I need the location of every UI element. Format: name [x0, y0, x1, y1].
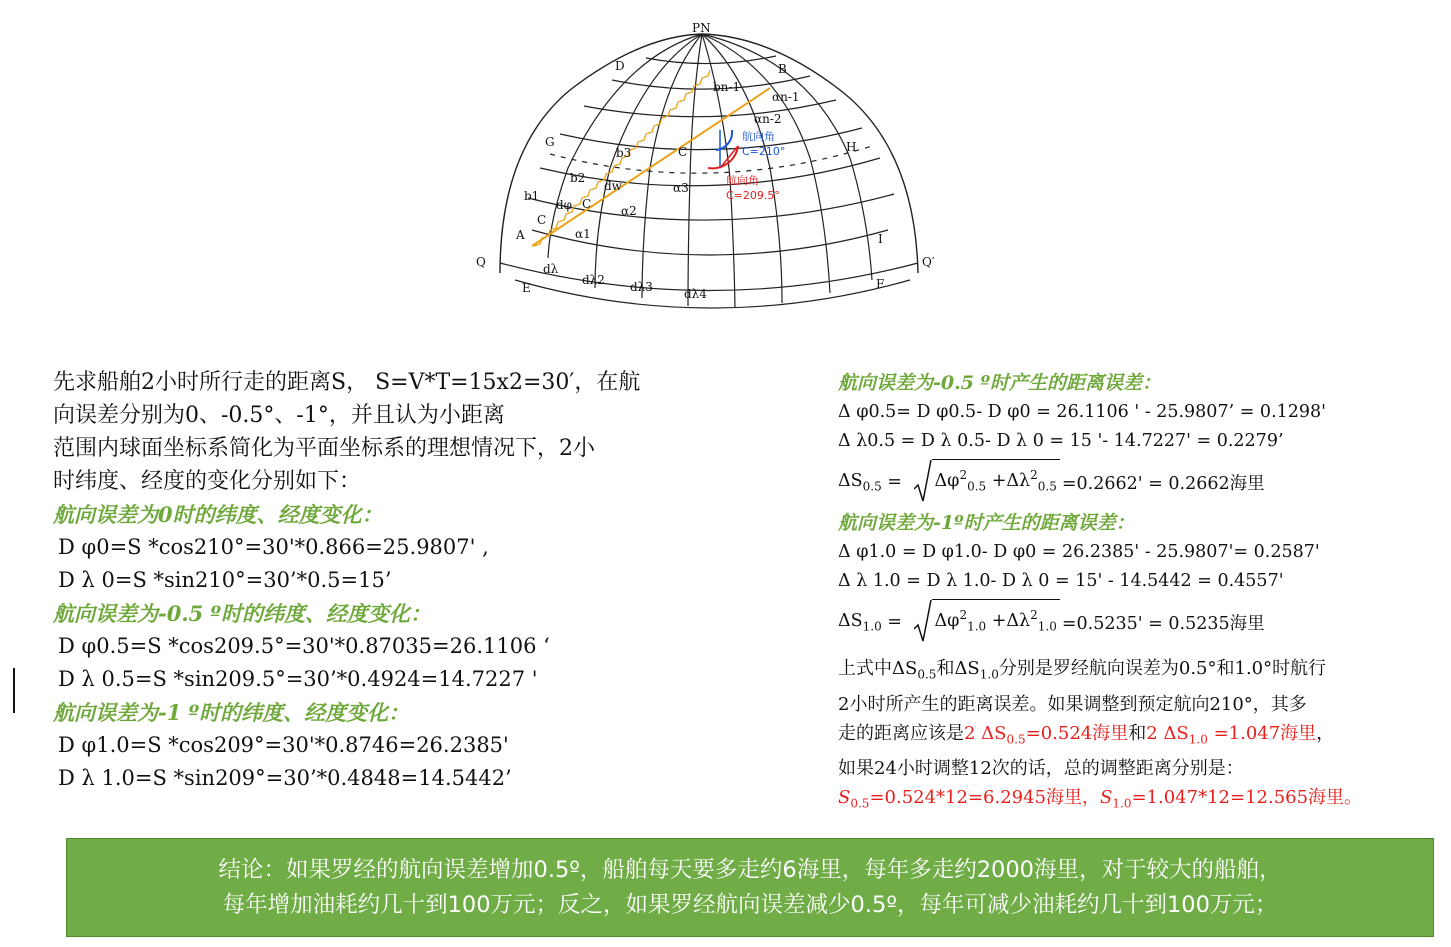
paragraph-line-1: 上式中$\Delta S_{0.5}$和$\Delta S_{1.0}$分别是罗经航向误差为0.5°和1.0°时航行	[838, 658, 1327, 682]
intro-line: 时纬度、经度的变化分别如下：	[53, 469, 362, 494]
radicand: $\Delta\varphi^2_{0.5} +\Delta\lambda^2_{0.5}$	[932, 459, 1060, 505]
label-dl3: dλ3	[630, 280, 653, 294]
eq-delta-s1	[838, 596, 1362, 648]
right-column	[838, 368, 1362, 819]
meridian	[702, 34, 830, 293]
eq-dlambda1: D λ 1.0=S *sin209°=30’*0.4848=14.5442’	[58, 766, 512, 790]
label-a3: α3	[673, 181, 689, 195]
eq-dlambda05: D λ 0.5=S *sin209.5°=30’*0.4924=14.7227 '	[58, 667, 538, 691]
eq-dphi05: D φ0.5=S *cos209.5°=30'*0.87035=26.1106 ‘	[58, 634, 550, 658]
latitude-line	[646, 56, 776, 64]
heading-distance-error-05: 航向误差为-0.5 º时产生的距离误差：	[838, 372, 1162, 394]
heading-error-05: 航向误差为-0.5 º时的纬度、经度变化：	[53, 601, 432, 626]
heading-distance-error-1: 航向误差为-1º时产生的距离误差：	[838, 512, 1135, 534]
label-dl4: dλ4	[684, 287, 707, 301]
conclusion-line-1: 结论：如果罗经的航向误差增加0.5º，船舶每天要多走约6海里，每年多走约2000海里，对于较大的船舶，	[218, 857, 1282, 883]
label-dphi: dφ	[556, 198, 573, 212]
result: =0.2662' = 0.2662海里	[1061, 473, 1265, 494]
label-a2: α2	[621, 204, 637, 218]
eq-delta-phi05: Δ φ0.5= D φ0.5- D φ0 = 26.1106 ' - 25.9807’ = 0.1298'	[838, 402, 1326, 422]
label-a: A	[516, 228, 525, 242]
label-e: E	[522, 281, 531, 295]
label-q2: Q′	[922, 255, 935, 269]
intro-line: 范围内球面坐标系简化为平面坐标系的理想情况下，2小	[53, 436, 595, 461]
label-bn1: bn-1	[713, 80, 741, 94]
radicand: $\Delta\varphi^2_{1.0} +\Delta\lambda^2_{1.0}$	[932, 599, 1060, 645]
latitude-line	[560, 128, 862, 150]
intro-line: 先求船舶2小时所行走的距离S， S=V*T=15x2=30′，在航	[53, 370, 641, 395]
eq-dphi1: D φ1.0=S *cos209°=30'*0.8746=26.2385'	[58, 733, 509, 757]
heading-value-red: C=209.5°	[726, 189, 780, 202]
radical-sign	[914, 599, 932, 645]
heading-value-blue: C=210°	[742, 145, 786, 158]
conclusion-line-2: 每年增加油耗约几十到100万元；反之，如果罗经航向误差减少0.5º，每年可减少油耗约几十到100万元；	[222, 892, 1278, 918]
label-b1: b1	[524, 189, 540, 203]
lat-lon-grid	[500, 34, 918, 308]
label-q: Q	[476, 255, 486, 269]
label-b3: b3	[616, 146, 632, 160]
eq-delta-lambda1: Δ λ 1.0 = D λ 1.0- D λ 0 = 15' - 14.5442 = 0.4557'	[838, 571, 1284, 591]
label-a1: α1	[575, 227, 591, 241]
heading-label-blue: 航向角	[742, 130, 775, 143]
label-dl1: dλ	[543, 262, 559, 276]
paragraph-line-4: 如果24小时调整12次的话，总的调整距离分别是：	[838, 758, 1244, 780]
label-c-mid: C	[582, 197, 592, 211]
result: =0.5235' = 0.5235海里	[1061, 613, 1265, 634]
label-f: F	[876, 277, 885, 291]
label-i: I	[878, 232, 883, 246]
paragraph-line-3: 走的距离应该是2 $\Delta S_{0.5}=0.524$海里和2 $\Delta S_{1.0} =1.047$海里，	[838, 722, 1335, 747]
eq-delta-s05	[838, 456, 1362, 508]
label-c-top: C	[678, 145, 688, 159]
meridian	[688, 34, 702, 306]
equals: =	[881, 472, 908, 492]
base-curve-lower	[515, 280, 910, 308]
heading-error-0: 航向误差为0时的纬度、经度变化：	[53, 502, 383, 527]
label-an1: αn-1	[772, 90, 800, 104]
label-pn: PN	[692, 21, 711, 35]
radical-sign	[914, 459, 932, 505]
latitude-line	[540, 158, 880, 186]
paragraph-line-5: $S_{0.5}=0.524*12=6.2945$海里，$S_{1.0}=1.047*12=12.565$海里。	[838, 787, 1363, 811]
label-dl2: dλ2	[582, 273, 605, 287]
latitude-line	[612, 76, 810, 89]
intro-line: 向误差分别为0、-0.5°、-1°，并且认为小距离	[53, 403, 505, 428]
label-d: D	[615, 59, 625, 73]
meridian	[702, 34, 735, 308]
ship-track	[532, 88, 770, 246]
conclusion-box	[66, 838, 1434, 937]
label-dw: dw	[604, 179, 622, 193]
lhs: $\Delta S_{1.0}$	[838, 610, 882, 634]
eq-dphi0: D φ0=S *cos210°=30'*0.866=25.9807' ,	[58, 535, 489, 559]
label-h: H	[846, 140, 857, 154]
eq-dlambda0: D λ 0=S *sin210°=30’*0.5=15’	[58, 568, 392, 592]
heading-label-red: 航向角	[726, 174, 759, 187]
spherical-navigation-diagram	[470, 18, 950, 318]
meridian	[595, 34, 702, 288]
text-cursor	[13, 668, 15, 713]
lhs: $\Delta S_{0.5}$	[838, 470, 882, 494]
radical	[914, 459, 1060, 505]
left-column	[53, 366, 640, 795]
paragraph-line-2: 2小时所产生的距离误差。如果调整到预定航向210°，其多	[838, 693, 1307, 715]
label-b2: b2	[570, 171, 586, 185]
label-g: G	[545, 135, 555, 149]
eq-delta-lambda05: Δ λ0.5 = D λ 0.5- D λ 0 = 15 '- 14.7227' = 0.2279’	[838, 431, 1284, 451]
base-curve-upper	[500, 263, 918, 291]
heading-error-1: 航向误差为-1 º时的纬度、经度变化：	[53, 700, 410, 725]
eq-delta-phi1: Δ φ1.0 = D φ1.0- D φ0 = 26.2385' - 25.9807'= 0.2587'	[838, 542, 1320, 562]
label-c-left: C	[537, 213, 547, 227]
label-b: B	[778, 62, 787, 76]
label-an2: αn-2	[754, 112, 782, 126]
radical	[914, 599, 1060, 645]
equals: =	[881, 612, 908, 632]
